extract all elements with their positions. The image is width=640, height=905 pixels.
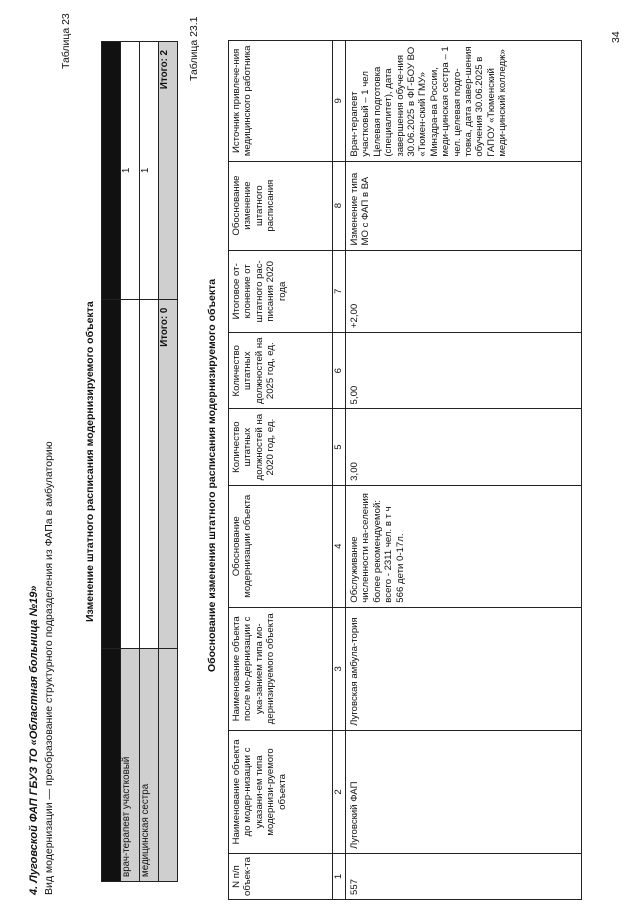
table231-label: Таблица 23.1 bbox=[188, 16, 200, 81]
object-number: 557 bbox=[346, 854, 582, 900]
total-old: Итого: 0 bbox=[159, 299, 178, 649]
header-cell: Наименование объекта после мо-дернизации с ука-занием типа мо-дернизируемого объекта bbox=[229, 607, 333, 730]
column-number: 1 bbox=[333, 854, 346, 900]
header-cell: Итоговое от-клонение от штатного рас-писания 2020 года bbox=[229, 250, 333, 333]
header-cell: N п/п объек-та bbox=[229, 854, 333, 900]
position-cell: врач-терапевт участковый bbox=[121, 649, 140, 882]
old-count-cell bbox=[140, 299, 159, 649]
total-new: Итого: 2 bbox=[159, 42, 178, 300]
header-cell: Наименование объекта до модер-низации с указани-ем типа модернизи-руемого объекта bbox=[229, 730, 333, 853]
column-number: 3 bbox=[333, 607, 346, 730]
table23-header-row bbox=[102, 42, 121, 882]
section-title: 4. Луговской ФАП ГБУЗ ТО «Областная больница №19» bbox=[28, 585, 40, 895]
header-cell: Обоснование модернизации объекта bbox=[229, 485, 333, 607]
header-cell: Обоснование изменение штатного расписания bbox=[229, 161, 333, 250]
page-number: 34 bbox=[610, 31, 622, 43]
header-cell: Источник привлече-ния медицинского работника bbox=[229, 41, 333, 162]
column-number: 4 bbox=[333, 485, 346, 607]
justification-table bbox=[228, 40, 582, 900]
staff-deviation: +2,00 bbox=[346, 250, 582, 333]
column-number: 9 bbox=[333, 41, 346, 162]
header-cell: Количество штатных должностей на 2025 год, ед. bbox=[229, 333, 333, 409]
new-count-cell: 1 bbox=[121, 42, 140, 300]
table23-caption: Изменение штатного расписания модернизируемого объекта bbox=[84, 301, 96, 622]
position-cell: медицинская сестра bbox=[140, 649, 159, 882]
table231-caption: Обоснование изменения штатного расписания модернизируемого объекта bbox=[206, 278, 218, 672]
old-count-cell bbox=[121, 299, 140, 649]
worker-source: Врач-терапевт участковый – 1 чел Целевая подготовка (специалитет), дата завершения обуче-ния 30.06.2025 в ФГ-БОУ ВО «Тюмен-ский ГМУ» Минздра-ва России, меди-цинская сестра – 1 чел. целевая подго-товка, дата завер-шения обучения 30.06.2025 в ГАПОУ «Тюменский меди-цинский колледж» bbox=[346, 41, 582, 162]
table231-data-row bbox=[346, 41, 582, 900]
staff-2020: 3,00 bbox=[346, 409, 582, 485]
modernization-type: Вид модернизации — преобразование структурного подразделения из ФАПа в амбулаторию bbox=[43, 441, 55, 895]
staffing-change-reason: Изменение типа МО с ФАП в ВА bbox=[346, 161, 582, 250]
column-number: 5 bbox=[333, 409, 346, 485]
staff-2025: 5,00 bbox=[346, 333, 582, 409]
object-before: Луговский ФАП bbox=[346, 730, 582, 853]
column-number: 2 bbox=[333, 730, 346, 853]
column-number: 8 bbox=[333, 161, 346, 250]
modernization-reason: Обслуживание численности на-селения более рекомендуемой: всего - 2311 чел. в т ч 566 дети 0-17л. bbox=[346, 485, 582, 607]
table23-label: Таблица 23 bbox=[60, 13, 72, 69]
table231-header-row bbox=[229, 41, 333, 900]
table23-row bbox=[121, 42, 140, 882]
column-number: 7 bbox=[333, 250, 346, 333]
object-after: Луговская амбула-тория bbox=[346, 607, 582, 730]
header-cell: Количество штатных должностей на 2020 год, ед. bbox=[229, 409, 333, 485]
table23-row bbox=[140, 42, 159, 882]
staffing-table bbox=[101, 41, 178, 882]
new-count-cell: 1 bbox=[140, 42, 159, 300]
column-number: 6 bbox=[333, 333, 346, 409]
table23-total-row bbox=[159, 42, 178, 882]
table231-number-row bbox=[333, 41, 346, 900]
